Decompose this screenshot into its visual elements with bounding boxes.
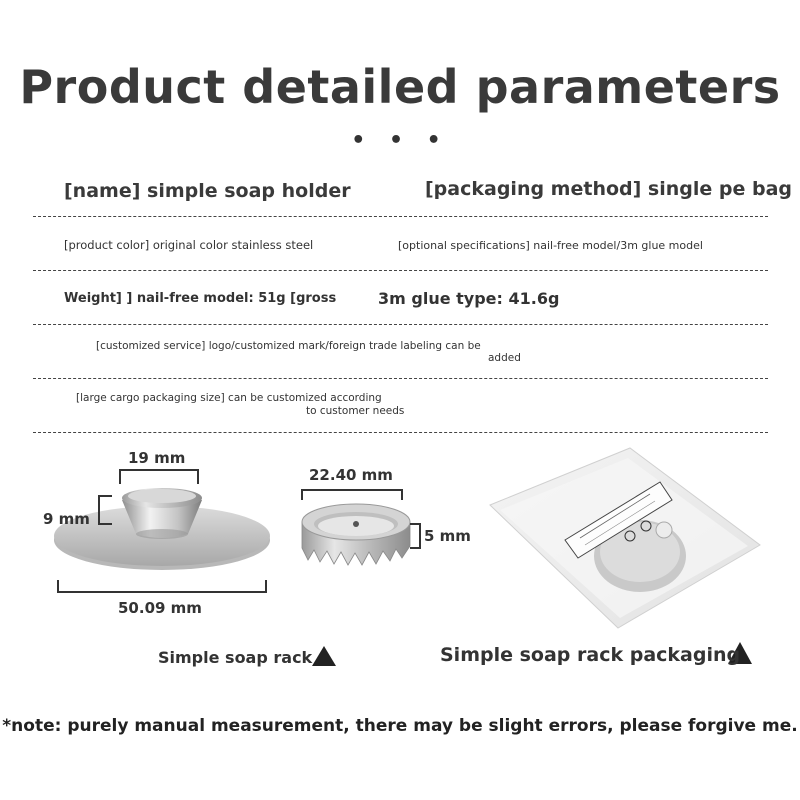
param-name: [name] simple soap holder: [64, 180, 351, 202]
triangle-icon: [312, 646, 336, 666]
param-customized-line2: added: [488, 352, 521, 364]
dim-height: 9 mm: [43, 510, 90, 528]
dim-top-width: 19 mm: [128, 449, 186, 467]
param-cargo-line2: to customer needs: [306, 405, 405, 417]
packaging-image: [490, 448, 760, 628]
param-customized-line1: [customized service] logo/customized mark/foreign trade labeling can be: [96, 340, 481, 352]
caption-soap-rack: Simple soap rack: [158, 648, 313, 667]
ring-image: [302, 504, 410, 565]
param-optional: [optional specifications] nail-free model/3m glue model: [398, 239, 703, 252]
param-color: [product color] original color stainless steel: [64, 238, 314, 252]
footer-note: *note: purely manual measurement, there may be slight errors, please forgive me.: [2, 716, 798, 736]
title-dots: • • •: [351, 128, 449, 153]
caption-packaging: Simple soap rack packaging: [440, 644, 741, 666]
param-packaging: [packaging method] single pe bag: [425, 178, 793, 200]
param-weight: Weight] ] nail-free model: 51g [gross: [64, 291, 337, 306]
param-glue-weight: 3m glue type: 41.6g: [378, 289, 560, 308]
dim-ring-width: 22.40 mm: [309, 466, 393, 484]
param-cargo-line1: [large cargo packaging size] can be customized according: [76, 392, 382, 404]
dim-base-width: 50.09 mm: [118, 599, 202, 617]
dim-ring-height: 5 mm: [424, 527, 471, 545]
soap-rack-image: [54, 488, 270, 570]
page-title: Product detailed parameters: [19, 60, 781, 114]
